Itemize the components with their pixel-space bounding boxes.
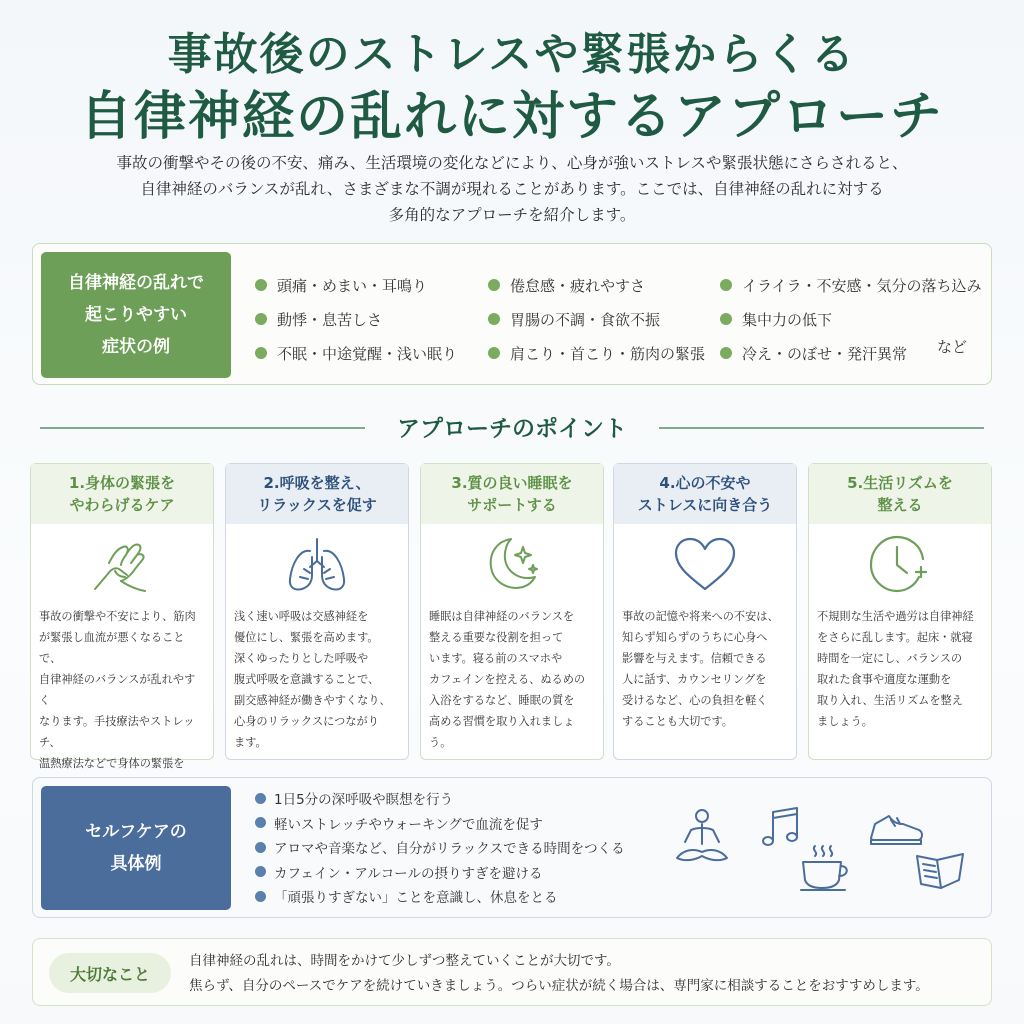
selfcare-item: [255, 811, 625, 836]
symptom-text: 動悸・息苦しさ: [277, 310, 383, 329]
selfcare-panel: [32, 777, 992, 918]
card-body: [421, 606, 603, 753]
symptoms-etc: など: [937, 338, 968, 356]
heart-icon: [614, 524, 796, 606]
symptom-text: 頭痛・めまい・耳鳴り: [277, 276, 428, 295]
card-body-line: 心身のリラックスにつながり: [234, 715, 379, 728]
card-body-line: 事故の記憶や将来への不安は、: [622, 610, 779, 623]
card-body: [226, 606, 408, 753]
bullet-dot: [720, 279, 732, 291]
card-body-line: 影響を与えます。信頼できる: [622, 652, 767, 665]
card-title: [31, 464, 213, 524]
card-body: [614, 606, 796, 732]
symptoms-label-line: 自律神経の乱れで: [68, 273, 204, 293]
bullet-dot: [488, 313, 500, 325]
symptom-text: イライラ・不安感・気分の落ち込み: [742, 276, 982, 295]
card-body-line: をさらに乱します。起床・就寝: [817, 631, 973, 644]
card-title-line: リラックスを促す: [257, 496, 377, 514]
approach-card-5: [808, 463, 992, 760]
symptom-text: 集中力の低下: [742, 310, 833, 329]
card-title-line: サポートする: [467, 496, 557, 514]
symptom-text: 胃腸の不調・食欲不振: [510, 310, 661, 329]
card-body-line: 知らず知らずのうちに心身へ: [622, 631, 768, 644]
bullet-dot: [720, 347, 732, 359]
intro-text: [60, 150, 964, 228]
symptoms-column: [255, 268, 457, 370]
bullet-dot: [255, 279, 267, 291]
symptom-item: [720, 268, 982, 302]
selfcare-text: アロマや音楽など、自分がリラックスできる時間をつくる: [274, 841, 625, 858]
card-body-line: 取れた食事や適度な運動を: [817, 673, 952, 686]
selfcare-list: [255, 786, 625, 909]
symptoms-panel: [32, 243, 992, 385]
card-title-line: 整える: [877, 496, 923, 514]
bullet-dot: [255, 891, 266, 902]
card-title-line: 5.生活リズムを: [847, 474, 953, 492]
intro-line: 事故の衝撃やその後の不安、痛み、生活環境の変化などにより、心身が強いストレスや緊張状態にさらされると、: [116, 154, 908, 172]
card-body-line: います。寝る前のスマホや: [429, 652, 563, 665]
card-title-line: 2.呼吸を整え、: [263, 474, 371, 492]
card-body-line: なります。手技療法やストレッチ、: [39, 715, 195, 749]
bullet-dot: [255, 793, 266, 804]
card-body-line: ましょう。: [817, 715, 873, 728]
approach-card-1: [30, 463, 214, 770]
card-body-line: カフェインを控える、ぬるめの: [429, 673, 586, 686]
approach-card-4: [613, 463, 797, 760]
symptom-item: [488, 268, 705, 302]
card-title-line: 3.質の良い睡眠を: [451, 474, 573, 492]
card-title-line: 4.心の不安や: [659, 474, 751, 492]
card-body-line: 腹式呼吸を意識することで、: [234, 673, 380, 686]
card-body-line: 温熱療法などで身体の緊張を: [39, 757, 185, 770]
selfcare-label-line: 具体例: [110, 854, 162, 874]
card-body-line: 優位にし、緊張を高めます。: [234, 631, 379, 644]
card-body-line: 取り入れ、生活リズムを整え: [817, 694, 963, 707]
symptom-item: [255, 336, 457, 370]
selfcare-text: 「頑張りすぎない」ことを意識し、休息をとる: [274, 890, 558, 907]
card-title: [421, 464, 603, 524]
bullet-dot: [255, 842, 266, 853]
bullet-dot: [255, 817, 266, 828]
selfcare-text: 1日5分の深呼吸や瞑想を行う: [274, 792, 454, 809]
card-title: [614, 464, 796, 524]
page-title-line2: 自律神経の乱れに対するアプローチ: [79, 86, 944, 147]
card-body-line: 不規則な生活や過労は自律神経: [817, 610, 974, 623]
card-title-line: 1.身体の緊張を: [68, 474, 176, 492]
selfcare-item: [255, 860, 625, 885]
selfcare-item: [255, 786, 625, 811]
card-body-line: 人に話す、カウンセリングを: [622, 673, 767, 686]
symptom-text: 倦怠感・疲れやすさ: [510, 276, 646, 295]
lungs-icon: [226, 524, 408, 606]
bullet-dot: [255, 313, 267, 325]
bullet-dot: [720, 313, 732, 325]
book-icon: [911, 848, 971, 898]
selfcare-text: 軽いストレッチやウォーキングで血流を促す: [274, 816, 543, 833]
card-body-line: 入浴をするなど、睡眠の質を: [429, 694, 575, 707]
page-title-line1: 事故後のストレスや緊張からくる: [167, 29, 857, 80]
important-line: 自律神経の乱れは、時間をかけて少しずつ整えていくことが大切です。: [189, 953, 620, 969]
bullet-dot: [488, 347, 500, 359]
card-body-line: 浅く速い呼吸は交感神経を: [234, 610, 369, 623]
card-body-line: 高める習慣を取り入れましょう。: [429, 715, 575, 749]
bullet-dot: [255, 866, 266, 877]
card-body-line: 睡眠は自律神経のバランスを: [429, 610, 575, 623]
important-text: [189, 949, 929, 999]
card-title-line: やわらげるケア: [69, 496, 175, 514]
selfcare-label: [41, 786, 231, 910]
moon-stars-icon: [421, 524, 603, 606]
sneaker-icon: [867, 804, 927, 852]
approach-card-3: [420, 463, 604, 760]
card-body-line: 深くゆったりとした呼吸や: [234, 652, 369, 665]
card-title-line: ストレスに向き合う: [637, 496, 773, 514]
card-body-line: 時間を一定にし、バランスの: [817, 652, 963, 665]
card-body-line: 整える重要な役割を担って: [429, 631, 564, 644]
card-body-line: 副交感神経が働きやすくなり、: [234, 694, 391, 707]
symptom-text: 肩こり・首こり・筋肉の緊張: [510, 344, 706, 363]
symptom-item: [720, 302, 982, 336]
card-body: [809, 606, 991, 732]
card-body-line: 受けるなど、心の負担を軽く: [622, 694, 768, 707]
card-body-line: が緊張し血流が悪くなることで、: [39, 631, 185, 665]
card-body-line: 自律神経のバランスが乱れやすく: [39, 673, 196, 707]
card-title: [226, 464, 408, 524]
selfcare-label-line: セルフケアの: [85, 822, 187, 842]
approach-card-2: [225, 463, 409, 760]
symptoms-label-line: 症状の例: [102, 337, 170, 357]
important-line: 焦らず、自分のペースでケアを続けていきましょう。つらい症状が続く場合は、専門家に相談することをおすすめします。: [189, 978, 929, 994]
symptom-item: [488, 336, 705, 370]
symptoms-label: [41, 252, 231, 378]
clock-icon: [809, 524, 991, 606]
symptom-text: 不眠・中途覚醒・浅い眠り: [277, 344, 458, 363]
meditation-icon: [669, 806, 735, 876]
intro-line: 自律神経のバランスが乱れ、さまざまな不調が現れることがあります。ここでは、自律神経の乱れに対する: [140, 180, 884, 198]
symptom-item: [255, 268, 457, 302]
symptom-item: [488, 302, 705, 336]
intro-line: 多角的なアプローチを紹介します。: [388, 206, 636, 224]
symptom-text: 冷え・のぼせ・発汗異常: [742, 344, 908, 363]
card-body-line: 事故の衝撃や不安により、筋肉: [39, 610, 196, 623]
selfcare-item: [255, 884, 625, 909]
bullet-dot: [488, 279, 500, 291]
important-panel: [32, 938, 992, 1006]
hand-massage-icon: [31, 524, 213, 606]
card-body-line: ます。: [234, 736, 267, 749]
bullet-dot: [255, 347, 267, 359]
symptom-item: [255, 302, 457, 336]
card-title: [809, 464, 991, 524]
card-body-line: することも大切です。: [622, 715, 733, 728]
selfcare-item: [255, 835, 625, 860]
symptoms-label-line: 起こりやすい: [85, 305, 187, 325]
symptoms-column: [488, 268, 705, 370]
important-label: 大切なこと: [49, 953, 171, 993]
selfcare-text: カフェイン・アルコールの摂りすぎを避ける: [274, 865, 543, 882]
coffee-cup-icon: [797, 842, 853, 898]
section-title: アプローチのポイント: [397, 416, 627, 442]
